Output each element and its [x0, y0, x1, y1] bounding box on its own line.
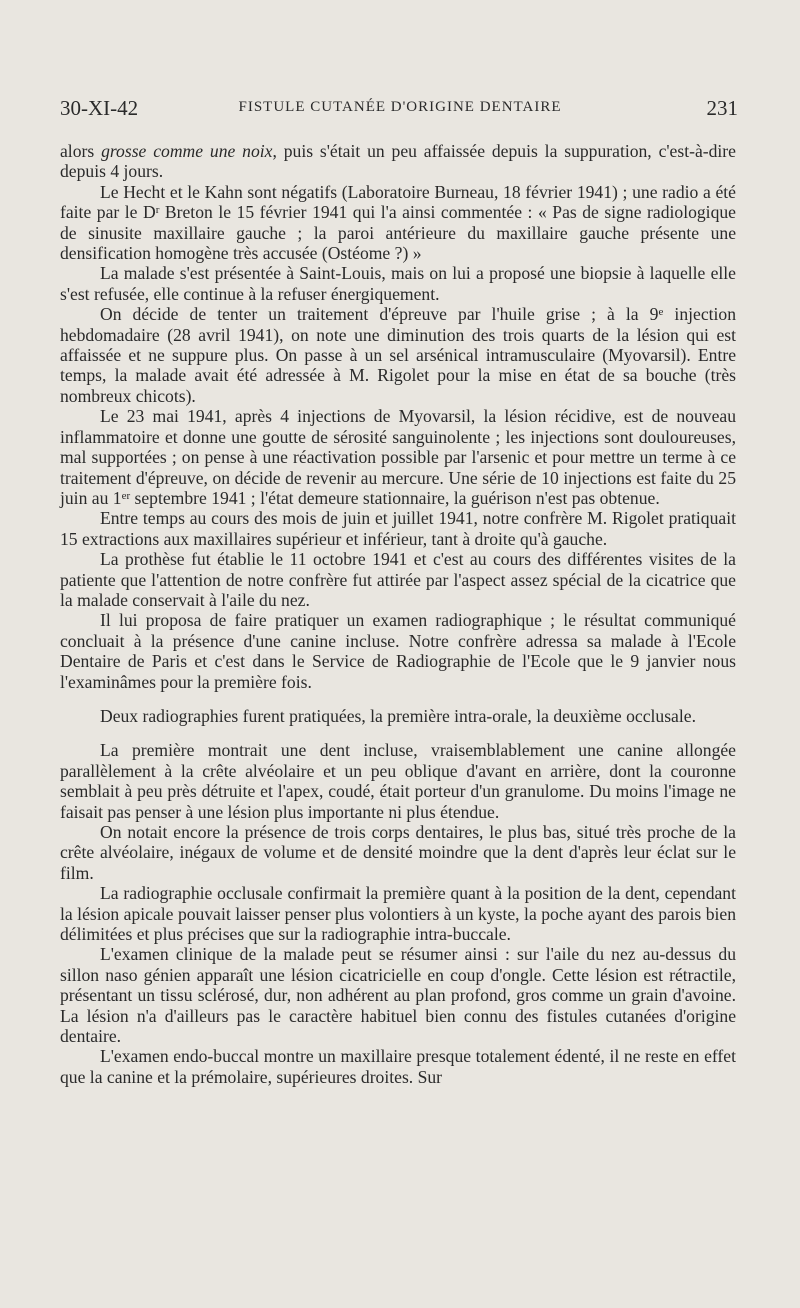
- paragraph: [60, 610, 736, 692]
- header-title: FISTULE CUTANÉE D'ORIGINE DENTAIRE: [238, 99, 562, 115]
- text-run: Le Hecht et le Kahn sont négatifs (Laboratoire Burneau, 18 février 1941) ; une radio a été faite par le D: [60, 181, 736, 223]
- paragraph: [60, 944, 736, 1046]
- text-run: On notait encore la présence de trois corps dentaires, le plus bas, situé très proche de la crête alvéolaire, inégaux de volume et de densité moindre que la dent d'après leur éclat sur le film.: [60, 822, 736, 883]
- text-run: La première montrait une dent incluse, vraisemblablement une canine allongée parallèlement à la crête alvéolaire et un peu oblique d'avant en arrière, dont la couronne semblait à peu près détruite et l'apex, coudé, était porteur d'un granulome. Du moins l'image ne faisait pas penser à une lésion plus importante ni plus étendue.: [60, 740, 736, 822]
- paragraph: [60, 549, 736, 610]
- text-run: alors: [60, 141, 102, 161]
- text-run: On décide de tenter un traitement d'épreuve par l'huile grise ; à la 9: [100, 304, 659, 325]
- text-run: La radiographie occlusale confirmait la première quant à la position de la dent, cependant la lésion apicale pouvait laisser penser plus volontiers à un kyste, la poche ayant des parois bien délimitées et plus précises que sur la radiographie intra-buccale.: [60, 883, 736, 945]
- text-run: septembre 1941 ; l'état demeure stationnaire, la guérison n'est pas obtenue.: [130, 487, 660, 508]
- text-run: L'examen endo-buccal montre un maxillaire presque totalement édenté, il ne reste en effet que la canine et la prémolaire, supérieures droites. Sur: [60, 1046, 736, 1087]
- text-run: Entre temps au cours des mois de juin et juillet 1941, notre confrère M. Rigolet pratiquait 15 extractions aux maxillaires supérieur et inférieur, tant à droite qu'à gauche.: [60, 508, 736, 549]
- running-header: [60, 96, 740, 126]
- text-run: Deux radiographies furent pratiquées, la première intra-orale, la deuxième occlusale.: [100, 705, 696, 726]
- paragraph: [60, 822, 736, 883]
- paragraph: [60, 883, 736, 944]
- paragraph: [60, 304, 736, 406]
- paragraph: [60, 406, 736, 508]
- paragraph: [60, 182, 736, 264]
- text-run: La prothèse fut établie le 11 octobre 1941 et c'est au cours des différentes visites de la patiente que l'attention de notre confrère fut attirée par l'aspect assez spécial de la cicatrice que la malade conservait à l'aile du nez.: [60, 549, 736, 610]
- text-run: La malade s'est présentée à Saint-Louis, mais on lui a proposé une biopsie à laquelle elle s'est refusée, elle continue à la refuser énergiquement.: [60, 263, 736, 304]
- paragraph: [60, 706, 736, 726]
- text-run: , puis s'était un peu affaissée depuis la suppuration, c'est-à-dire depuis 4 jours.: [60, 141, 736, 182]
- text-run: Breton le 15 février 1941 qui l'a ainsi commentée : « Pas de signe radiologique de sinusite maxillaire gauche ; la paroi antérieure du maxillaire gauche présente une densification homogène très accusée (Ostéome ?) »: [60, 202, 736, 264]
- superscript: e: [658, 306, 664, 319]
- paragraph: [60, 508, 736, 549]
- page-number: 231: [706, 96, 738, 120]
- superscript: er: [121, 489, 131, 502]
- paragraph: [60, 1046, 736, 1087]
- paragraph: [60, 263, 736, 304]
- paragraph: [60, 740, 736, 822]
- superscript: r: [155, 204, 160, 217]
- paragraph: [60, 141, 736, 182]
- text-run: Le 23 mai 1941, après 4 injections de Myovarsil, la lésion récidive, est de nouveau inflammatoire et donne une goutte de sérosité sanguinolente ; les injections sont douloureuses, mal supportées ; on pense à une réactivation possible par l'arsenic et pour mettre un terme à ce traitement d'épreuve, on décide de revenir au mercure. Une série de 10 injections est faite du 25 juin au 1: [60, 406, 736, 508]
- italic-text: grosse comme une noix: [101, 141, 273, 161]
- text-run: L'examen clinique de la malade peut se résumer ainsi : sur l'aile du nez au-dessus du sillon naso génien apparaît une lésion cicatricielle en coup d'ongle. Cette lésion est rétractile, présentant un tissu sclérosé, dur, non adhérent au plan profond, gros comme un grain d'avoine. La lésion n'a d'ailleurs pas le caractère habituel bien connu des fistules cutanées d'origine dentaire.: [60, 944, 736, 1047]
- text-run: injection hebdomadaire (28 avril 1941), on note une diminution des trois quarts de la lésion qui est affaissée et ne suppure plus. On passe à un sel arsénical intramusculaire (Myovarsil). Entre temps, la malade avait été adressée à M. Rigolet pour la mise en état de sa bouche (très nombreux chicots).: [60, 304, 736, 406]
- header-date: 30-XI-42: [60, 96, 139, 120]
- body-text: [60, 141, 736, 1087]
- text-run: Il lui proposa de faire pratiquer un examen radiographique ; le résultat communiqué concluait à la présence d'une canine incluse. Notre confrère adressa sa malade à l'Ecole Dentaire de Paris et c'est dans le Service de Radiographie de l'Ecole que le 9 janvier nous l'examinâmes pour la première fois.: [60, 610, 736, 692]
